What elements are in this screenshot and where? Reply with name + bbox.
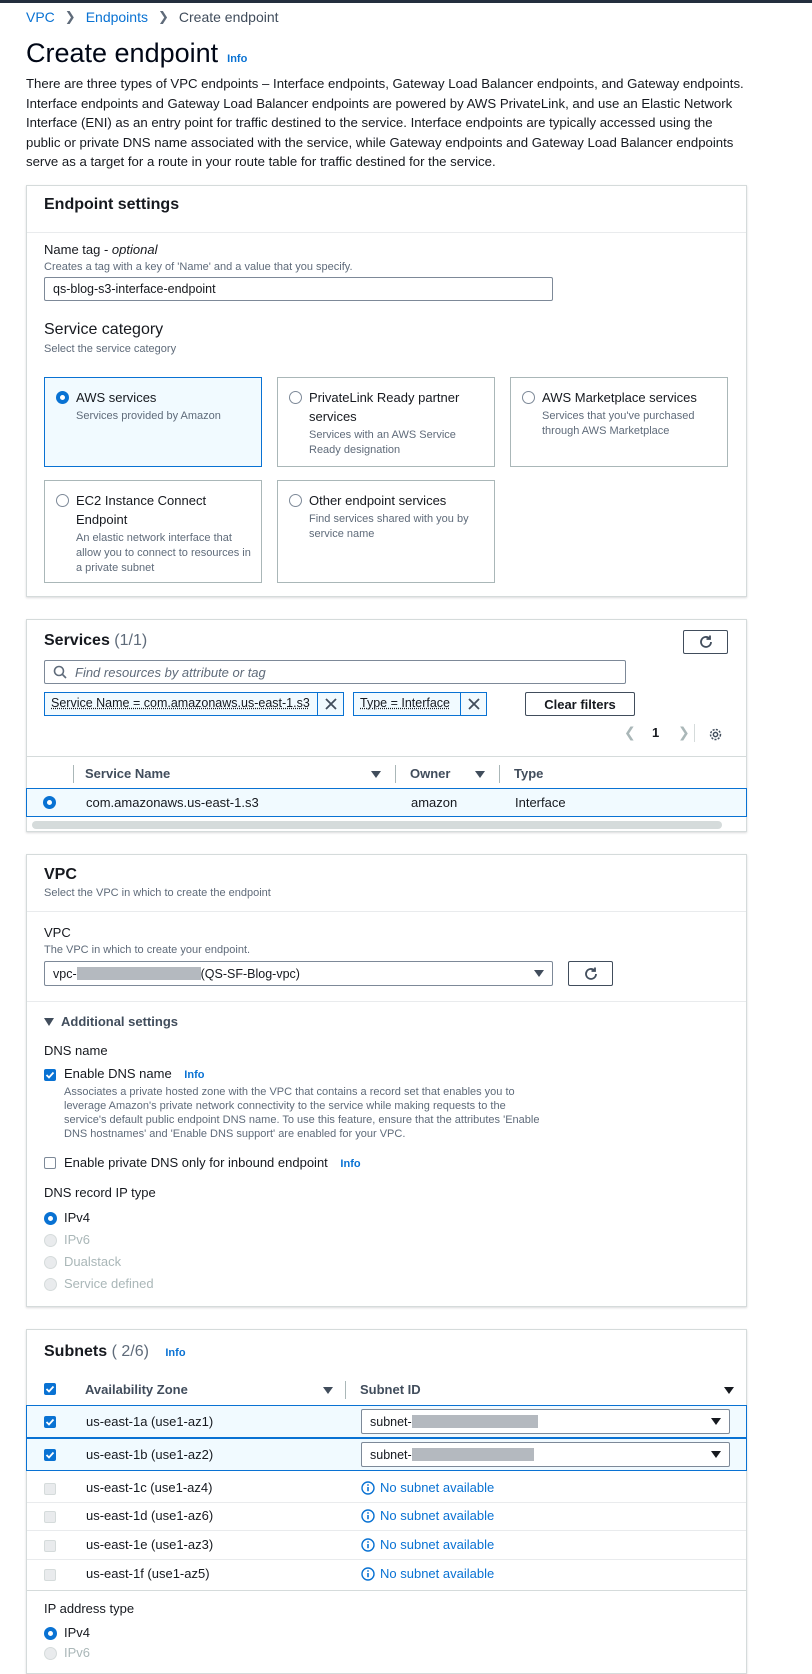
tile-desc: Find services shared with you by service name: [309, 513, 469, 540]
close-icon: [325, 698, 337, 710]
radio[interactable]: [289, 494, 302, 507]
cell-az: us-east-1c (use1-az4): [86, 1480, 213, 1495]
subnet-select[interactable]: [361, 1442, 730, 1467]
private-dns-inbound-label: [64, 1155, 361, 1170]
page-number[interactable]: 1: [652, 725, 660, 740]
subnet-id-prefix: subnet-: [370, 1414, 412, 1429]
no-subnet-available: [361, 1508, 494, 1523]
panel-title: [44, 1343, 186, 1361]
check-icon: [45, 1417, 55, 1427]
search-input[interactable]: [44, 660, 626, 684]
refresh-button[interactable]: [683, 630, 728, 654]
remove-filter-button[interactable]: [461, 692, 487, 716]
column-header-type[interactable]: Type: [514, 766, 544, 781]
check-icon: [45, 1384, 55, 1394]
cell-az: us-east-1b (use1-az2): [86, 1447, 214, 1462]
breadcrumb-endpoints[interactable]: Endpoints: [85, 9, 148, 25]
tile-title: Other endpoint services: [309, 493, 447, 508]
redacted-subnet-id: [412, 1415, 538, 1428]
chevron-down-icon: [534, 970, 544, 977]
dns-record-service-defined: Service defined: [64, 1276, 154, 1291]
panel-title: VPC: [44, 866, 77, 883]
subnet-id-prefix: subnet-: [370, 1447, 412, 1462]
top-bar: [0, 0, 812, 3]
sort-icon[interactable]: [323, 1387, 333, 1394]
enable-dns-label: [64, 1066, 204, 1081]
additional-settings-toggle[interactable]: [44, 1014, 178, 1029]
row-checkbox[interactable]: [44, 1449, 56, 1461]
row-divider: [27, 1590, 746, 1591]
private-dns-inbound-checkbox[interactable]: [44, 1157, 56, 1169]
tile-ec2-instance-connect[interactable]: [44, 480, 262, 583]
enable-dns-checkbox[interactable]: [44, 1069, 56, 1081]
no-subnet-available: [361, 1480, 494, 1495]
clear-filters-button[interactable]: Clear filters: [525, 692, 635, 716]
services-panel: [26, 619, 747, 832]
cell-service-name: com.amazonaws.us-east-1.s3: [86, 795, 259, 810]
ip-type-ipv4: IPv4: [64, 1625, 91, 1640]
no-subnet-text: No subnet available: [380, 1508, 495, 1523]
cell-owner: amazon: [411, 795, 458, 810]
no-subnet-text: No subnet available: [380, 1537, 495, 1552]
chevron-right-icon: ❯: [64, 9, 76, 24]
column-separator: [499, 765, 500, 783]
column-separator: [73, 765, 74, 783]
cell-az: us-east-1f (use1-az5): [86, 1566, 210, 1581]
vpc-label: VPC: [44, 925, 71, 940]
column-separator: [395, 765, 396, 783]
redacted-subnet-id: [412, 1448, 534, 1461]
subnets-count: ( 2/6): [111, 1343, 149, 1360]
name-tag-label: [44, 242, 157, 257]
row-checkbox-disabled: [44, 1569, 56, 1581]
panel-title: Endpoint settings: [44, 196, 180, 213]
remove-filter-button[interactable]: [318, 692, 344, 716]
divider: [694, 724, 695, 742]
tile-aws-services[interactable]: [44, 377, 262, 467]
close-icon: [468, 698, 480, 710]
cell-type: Interface: [515, 795, 566, 810]
panel-title: [44, 632, 147, 650]
filter-token-text[interactable]: Service Name = com.amazonaws.us-east-1.s3: [44, 692, 318, 716]
vpc-select[interactable]: [44, 961, 553, 986]
column-header-az[interactable]: Availability Zone: [85, 1382, 188, 1397]
breadcrumb-vpc[interactable]: VPC: [26, 9, 55, 25]
radio[interactable]: [289, 391, 302, 404]
dns-name-title: DNS name: [44, 1043, 108, 1058]
no-subnet-text: No subnet available: [380, 1480, 495, 1495]
dns-record-title: DNS record IP type: [44, 1185, 156, 1200]
tile-title: AWS services: [76, 390, 157, 405]
radio[interactable]: [56, 494, 69, 507]
chevron-right-icon: ❯: [157, 9, 169, 24]
info-link[interactable]: Info: [184, 1069, 205, 1081]
no-subnet-available: [361, 1537, 494, 1552]
chevron-right-icon[interactable]: ❯: [678, 724, 690, 740]
cell-az: us-east-1d (use1-az6): [86, 1508, 214, 1523]
radio[interactable]: [522, 391, 535, 404]
row-divider: [27, 1502, 746, 1503]
breadcrumb: [26, 9, 279, 25]
page-description: There are three types of VPC endpoints – Interface endpoints, Gateway Load Balancer endpoints, and Gateway endpoints. Interface endpoints and Gateway Load Balancer endpoints are powered by AWS PrivateLink, and use an Elastic Network Interface (ENI) as an entry point for traffic destined to the service. Interface endpoints are typically accessed using the public or private DNS name associated with the service, while Gateway endpoints and Gateway Load Balancer endpoints serve as a target for a route in your route table for traffic destined for the service.: [26, 76, 744, 170]
tile-aws-marketplace[interactable]: [510, 377, 728, 467]
row-checkbox-disabled: [44, 1540, 56, 1552]
vpc-label-desc: The VPC in which to create your endpoint.: [44, 944, 251, 956]
filter-token-type[interactable]: [353, 692, 487, 716]
subnet-row[interactable]: [26, 1438, 747, 1471]
service-category-title: Service category: [44, 321, 164, 338]
refresh-icon: [698, 634, 714, 650]
services-count: (1/1): [114, 632, 148, 649]
subnets-panel: [26, 1329, 747, 1674]
row-divider: [27, 1559, 746, 1560]
vpc-id-prefix: vpc-: [53, 966, 77, 981]
vpc-desc: Select the VPC in which to create the endpoint: [44, 887, 271, 899]
sort-icon[interactable]: [724, 1387, 734, 1394]
search-icon: [53, 665, 67, 679]
enable-dns-text: Enable DNS name: [64, 1066, 172, 1081]
services-title: Services: [44, 632, 110, 649]
sort-icon[interactable]: [371, 771, 381, 778]
ip-type-ipv6: IPv6: [64, 1645, 91, 1660]
name-tag-desc: Creates a tag with a key of 'Name' and a value that you specify.: [44, 261, 353, 273]
info-circle-icon: [361, 1567, 375, 1581]
chevron-left-icon[interactable]: ❮: [624, 724, 636, 740]
table-divider: [27, 756, 746, 757]
radio-ipv4-selected[interactable]: [44, 1212, 57, 1225]
divider: [27, 911, 746, 912]
subnet-row[interactable]: [26, 1405, 747, 1438]
subnet-select[interactable]: [361, 1409, 730, 1434]
info-link[interactable]: Info: [340, 1158, 361, 1170]
info-link[interactable]: Info: [227, 53, 248, 65]
dns-record-ipv6: IPv6: [64, 1232, 91, 1247]
column-header-owner[interactable]: Owner: [410, 766, 451, 781]
info-circle-icon: [361, 1509, 375, 1523]
tile-other-endpoint-services[interactable]: [277, 480, 495, 583]
horizontal-scrollbar[interactable]: [32, 821, 722, 829]
tile-desc: Services provided by Amazon: [76, 410, 221, 422]
row-checkbox-disabled: [44, 1483, 56, 1495]
row-divider: [27, 1530, 746, 1531]
tile-title: AWS Marketplace services: [542, 390, 697, 405]
divider: [27, 1001, 746, 1002]
info-circle-icon: [361, 1538, 375, 1552]
info-link[interactable]: Info: [165, 1347, 186, 1359]
row-checkbox-disabled: [44, 1511, 56, 1523]
cell-az: us-east-1e (use1-az3): [86, 1537, 214, 1552]
page-title-text: Create endpoint: [26, 38, 219, 68]
no-subnet-available: [361, 1566, 494, 1581]
divider: [27, 232, 746, 233]
radio-ipv6-disabled: [44, 1234, 57, 1247]
column-separator: [345, 1381, 346, 1399]
optional-text: optional: [111, 242, 158, 257]
select-all-checkbox[interactable]: [44, 1383, 56, 1395]
name-tag-label-text: Name tag -: [44, 242, 112, 257]
radio-ipv6-disabled: [44, 1647, 57, 1660]
check-icon: [45, 1450, 55, 1460]
tile-title: PrivateLink Ready partner services: [309, 390, 460, 424]
radio-selected[interactable]: [56, 391, 69, 404]
info-circle-icon: [361, 1481, 375, 1495]
caret-down-icon: [44, 1018, 54, 1026]
refresh-vpc-button[interactable]: [568, 961, 613, 986]
breadcrumb-current: Create endpoint: [178, 9, 279, 25]
radio-selected[interactable]: [43, 796, 56, 809]
check-icon: [45, 1070, 55, 1080]
page-title: [26, 38, 247, 69]
no-subnet-text: No subnet available: [380, 1566, 495, 1581]
tile-title: EC2 Instance Connect Endpoint: [76, 493, 207, 527]
column-header-subnet-id[interactable]: Subnet ID: [360, 1382, 421, 1397]
chevron-down-icon: [711, 1451, 721, 1458]
radio-ipv4-selected[interactable]: [44, 1627, 57, 1640]
tile-desc: An elastic network interface that allow you to connect to resources in a private subnet: [76, 532, 251, 574]
ip-address-type-title: IP address type: [44, 1601, 135, 1616]
name-tag-input[interactable]: qs-blog-s3-interface-endpoint: [44, 277, 553, 301]
radio-service-defined-disabled: [44, 1278, 57, 1291]
tile-desc: Services with an AWS Service Ready designation: [309, 429, 456, 456]
vpc-panel: [26, 854, 747, 1307]
cell-az: us-east-1a (use1-az1): [86, 1414, 214, 1429]
redacted-vpc-id: [77, 967, 201, 980]
chevron-down-icon: [711, 1418, 721, 1425]
filter-token-service-name[interactable]: [44, 692, 344, 716]
refresh-icon: [583, 966, 599, 982]
dns-record-dualstack: Dualstack: [64, 1254, 122, 1269]
service-category-desc: Select the service category: [44, 343, 177, 355]
subnets-title: Subnets: [44, 1343, 108, 1360]
private-dns-inbound-text: Enable private DNS only for inbound endpoint: [64, 1155, 328, 1170]
search-placeholder: Find resources by attribute or tag: [75, 664, 266, 680]
filter-token-text[interactable]: Type = Interface: [353, 692, 461, 716]
endpoint-settings-panel: [26, 185, 747, 597]
tile-desc: Services that you've purchased through AWS Marketplace: [542, 410, 695, 437]
dns-record-ipv4: IPv4: [64, 1210, 91, 1225]
radio-dualstack-disabled: [44, 1256, 57, 1269]
vpc-name: (QS-SF-Blog-vpc): [200, 966, 300, 981]
row-checkbox[interactable]: [44, 1416, 56, 1428]
tile-privatelink-partner[interactable]: [277, 377, 495, 467]
column-header-service-name[interactable]: Service Name: [85, 766, 171, 781]
additional-settings-label: Additional settings: [61, 1014, 178, 1029]
table-row[interactable]: [26, 788, 747, 817]
enable-dns-desc: Associates a private hosted zone with the VPC that contains a record set that enables you to leverage Amazon's private network connectivity to the service while making requests to the service's default public endpoint DNS name. To use this feature, ensure that the attributes 'Enable DNS hostnames' and 'Enable DNS support' are enabled for your VPC.: [64, 1086, 540, 1140]
gear-icon[interactable]: [708, 727, 723, 742]
sort-icon[interactable]: [475, 771, 485, 778]
